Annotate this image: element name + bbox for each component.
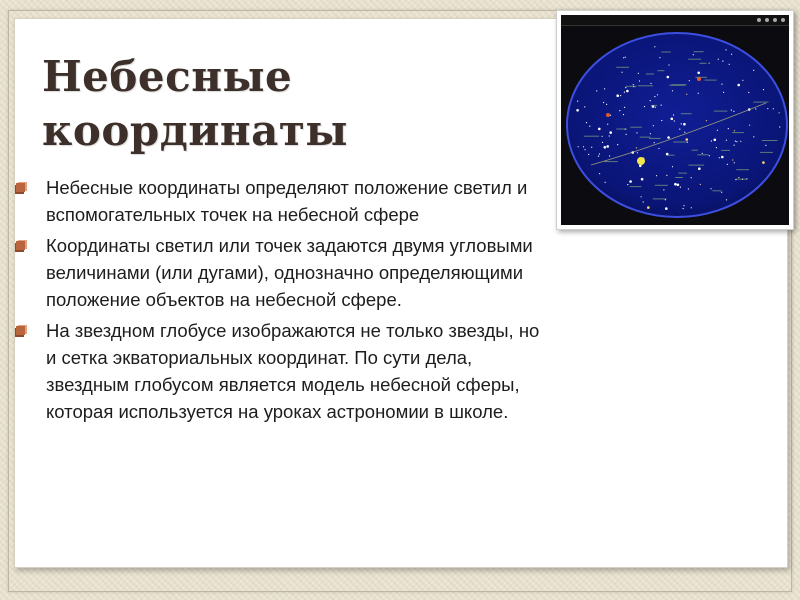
constellation-label (649, 138, 661, 139)
star (658, 148, 659, 149)
star (731, 110, 732, 111)
star (576, 109, 579, 112)
star (627, 184, 628, 185)
star (691, 207, 692, 208)
star (624, 107, 625, 108)
star (679, 129, 680, 130)
star (602, 136, 603, 137)
star (609, 135, 610, 136)
star (659, 57, 660, 58)
star (738, 177, 739, 178)
star (716, 147, 717, 148)
constellation-label (616, 67, 629, 68)
star (700, 184, 701, 185)
star (620, 95, 621, 96)
star (727, 164, 728, 165)
star (687, 142, 688, 143)
constellation-label (688, 59, 701, 60)
star (731, 54, 732, 55)
star (737, 84, 740, 87)
star (585, 149, 586, 150)
star (665, 207, 668, 210)
constellation-label (678, 173, 687, 174)
star (729, 64, 730, 65)
square-bullet-icon (16, 326, 25, 335)
star-map-photo (556, 10, 794, 230)
star (674, 120, 675, 121)
star (689, 80, 690, 81)
constellation-label (721, 150, 730, 151)
star (677, 184, 680, 187)
sky-disc (567, 33, 787, 217)
star (656, 175, 657, 176)
bullet-item (14, 232, 554, 313)
star (604, 146, 607, 149)
star (753, 70, 754, 71)
star (609, 131, 612, 134)
star (633, 84, 634, 85)
constellation-label (732, 132, 744, 133)
star (686, 138, 689, 141)
star (711, 140, 712, 141)
star (598, 156, 599, 157)
star (728, 128, 729, 129)
constellation-label (655, 185, 668, 186)
star (683, 205, 684, 206)
constellation-label (657, 70, 664, 71)
star (710, 188, 711, 189)
star (753, 136, 754, 137)
star (588, 154, 589, 155)
star (721, 156, 724, 159)
star (718, 59, 719, 60)
star (599, 173, 600, 174)
star (598, 128, 601, 131)
constellation-label (675, 177, 683, 178)
star (584, 106, 585, 107)
square-bullet-icon (16, 183, 25, 192)
constellation-label (697, 154, 708, 155)
star (596, 90, 597, 91)
star (599, 153, 600, 154)
star (688, 188, 689, 189)
star (779, 112, 780, 113)
constellation-label (630, 186, 642, 187)
star (654, 46, 655, 47)
star (650, 100, 651, 101)
star (706, 120, 707, 121)
constellation-label (713, 190, 722, 191)
star (742, 80, 743, 81)
star (681, 123, 682, 124)
star (602, 142, 603, 143)
star (650, 83, 651, 84)
star (636, 147, 637, 148)
star (673, 114, 674, 115)
title-line-2: координаты (42, 106, 348, 155)
star (604, 88, 605, 89)
star (639, 80, 640, 81)
star (722, 61, 723, 62)
star (767, 108, 768, 109)
constellation-label (753, 102, 768, 103)
star (734, 162, 735, 163)
constellation-label (651, 105, 657, 106)
star (637, 152, 638, 153)
star (654, 142, 655, 143)
star (755, 108, 756, 109)
star (667, 76, 670, 79)
star (607, 124, 608, 125)
star (622, 72, 623, 73)
constellation-label (640, 137, 651, 138)
star (667, 136, 670, 139)
star (586, 122, 587, 123)
star (683, 208, 684, 209)
star (732, 159, 733, 160)
bullet-list (14, 174, 554, 429)
star (591, 147, 592, 148)
star (723, 92, 724, 93)
constellation-label (700, 63, 707, 64)
star (734, 145, 735, 146)
slide-title (42, 50, 462, 158)
star (605, 182, 606, 183)
star (623, 57, 624, 58)
star (674, 183, 677, 186)
constellation-label (669, 85, 685, 86)
constellation-label (604, 161, 618, 162)
star (617, 144, 618, 145)
constellation-label (705, 80, 717, 81)
star (589, 126, 590, 127)
constellation-label (689, 165, 705, 166)
star (734, 130, 735, 131)
star (684, 132, 685, 133)
constellation-label (694, 51, 704, 52)
star (714, 139, 717, 142)
star (763, 89, 764, 90)
star (647, 206, 650, 209)
constellation-label (638, 85, 653, 86)
star (655, 107, 656, 108)
star (719, 157, 720, 158)
star (609, 155, 610, 156)
star (733, 111, 734, 112)
star (626, 90, 629, 93)
star (624, 92, 625, 93)
star (736, 141, 737, 142)
star (717, 130, 718, 131)
star (725, 49, 726, 50)
star (623, 114, 624, 115)
constellation-label (695, 77, 707, 78)
bullet-item (14, 174, 554, 228)
star (583, 146, 584, 147)
star (578, 146, 579, 147)
constellation-label (736, 179, 747, 180)
star (735, 141, 736, 142)
star (721, 192, 722, 193)
star (616, 94, 619, 97)
bullet-text: Небесные координаты определяют положение светил и вспомогательных точек на небесной сфере (46, 177, 528, 225)
constellation-label (692, 150, 698, 151)
star (644, 106, 645, 107)
constellation-label (667, 155, 674, 156)
constellation-label (714, 111, 728, 112)
star (680, 187, 681, 188)
star (726, 140, 727, 141)
star (668, 64, 669, 65)
star (779, 126, 780, 127)
star (629, 180, 632, 183)
star (686, 94, 687, 95)
star (650, 133, 651, 134)
star (661, 105, 662, 106)
constellation-label (736, 169, 749, 170)
constellation-label (673, 142, 687, 143)
bullet-text: Координаты светил или точек задаются двумя угловыми величинами (или дугами), однозначно определяющими положение объектов на небесной сфере. (46, 235, 533, 310)
star (610, 115, 611, 116)
star (619, 110, 620, 111)
star-map-icon (561, 15, 789, 225)
title-line-1: Небесные (42, 52, 293, 101)
star (653, 125, 654, 126)
star (661, 120, 662, 121)
constellation-label (762, 140, 778, 141)
star (641, 196, 642, 197)
star (773, 108, 774, 109)
star (762, 161, 765, 164)
star-map-viewport (561, 15, 789, 225)
star (663, 189, 664, 190)
star (657, 94, 658, 95)
constellation-label (653, 198, 667, 199)
sun-marker (637, 157, 645, 165)
constellation-label (616, 129, 627, 130)
star (603, 102, 604, 103)
planet-marker (697, 77, 701, 81)
star (654, 96, 655, 97)
constellation-label (681, 113, 692, 114)
star (606, 104, 607, 105)
bullet-item (14, 317, 554, 425)
star (709, 155, 710, 156)
star (625, 57, 626, 58)
star (726, 199, 727, 200)
constellation-label (646, 74, 654, 75)
star (577, 101, 578, 102)
star (636, 132, 637, 133)
star (671, 118, 674, 121)
star (683, 123, 686, 126)
constellation-label (630, 127, 641, 128)
star (765, 145, 766, 146)
star (697, 72, 700, 75)
star (698, 93, 699, 94)
constellation-label (661, 52, 671, 53)
star (672, 90, 673, 91)
constellation-label (626, 86, 637, 87)
star (721, 84, 722, 85)
star (691, 177, 692, 178)
star (749, 125, 750, 126)
star (698, 167, 701, 170)
star (693, 54, 694, 55)
square-bullet-icon (16, 241, 25, 250)
star (672, 166, 673, 167)
star (740, 141, 741, 142)
planet-marker (606, 113, 610, 117)
star (625, 87, 626, 88)
bullet-text: На звездном глобусе изображаются не только звезды, но и сетка экваториальных координат. По сути дела, звездным глобусом является модель небесной сферы, которая используется на уроках астрономии в школе. (46, 320, 540, 422)
star (702, 153, 703, 154)
star (606, 145, 609, 148)
star (643, 201, 644, 202)
star (641, 178, 644, 181)
constellation-label (584, 136, 599, 137)
constellation-label (760, 152, 773, 153)
star (666, 175, 667, 176)
star (709, 63, 710, 64)
star (638, 73, 639, 74)
star (748, 92, 749, 93)
star (626, 134, 627, 135)
